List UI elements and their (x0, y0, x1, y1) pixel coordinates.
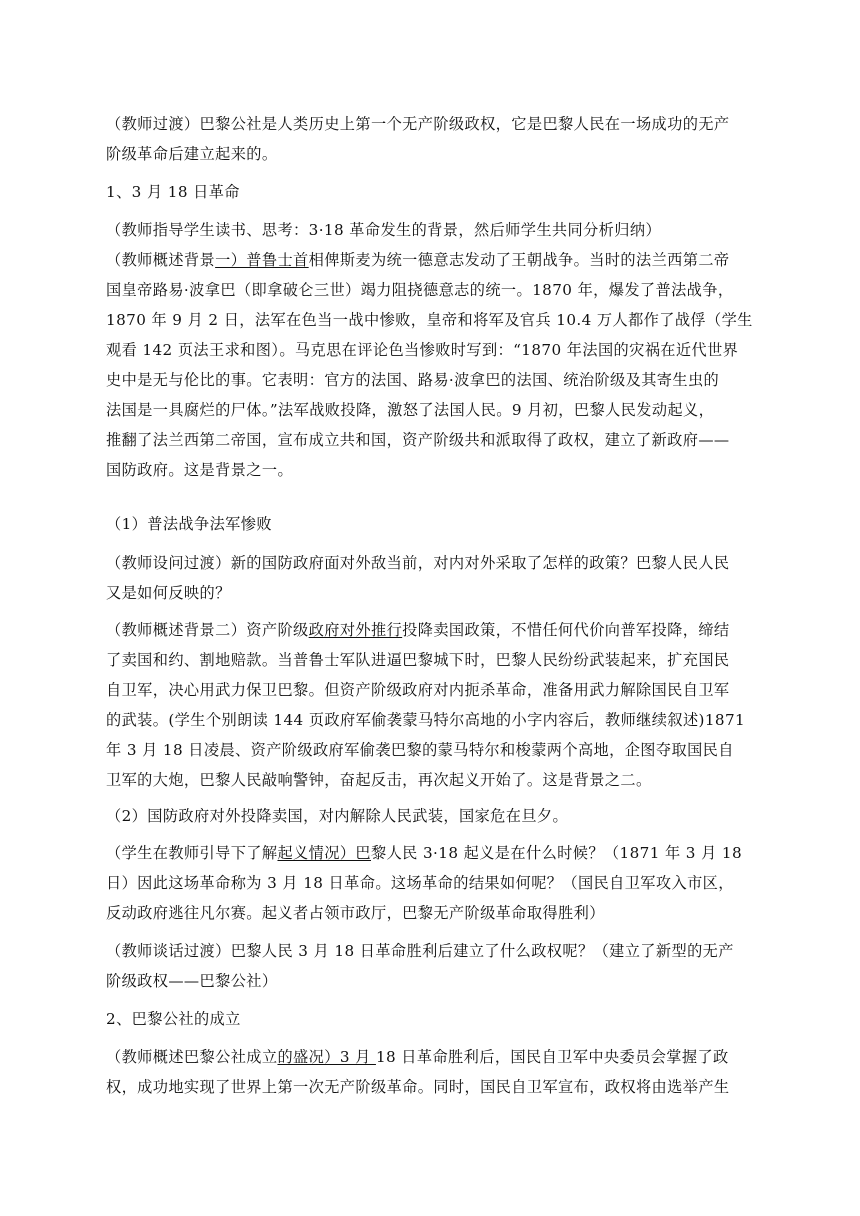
text-line (106, 873, 746, 893)
text-segment: 国皇帝路易·波拿巴（即拿破仑三世）竭力阻挠德意志的统一。1870 年，爆发了普法战争， (106, 281, 734, 299)
text-segment: 观看 142 页法王求和图）。马克思在评论色当惨败时写到：“1870 年法国的灾祸在近代世界 (106, 341, 739, 359)
text-line (106, 941, 746, 961)
text-segment: （教师概述背景二）资产阶级 (106, 621, 309, 639)
text-segment: （教师设问过渡）新的国防政府面对外敌当前，对内对外采取了怎样的政策？巴黎人民人民 (106, 554, 730, 572)
text-segment: 年 3 月 18 日凌晨、资产阶级政府军偷袭巴黎的蒙马特尔和梭蒙两个高地，企图夺取国民自 (106, 741, 734, 759)
text-line (106, 220, 746, 240)
text-segment: 的武装。(学生个别朗读 144 页政府军偷袭蒙马特尔高地的小字内容后，教师继续叙述)1871 (106, 711, 746, 729)
text-segment: 黎人民 3·18 起义是在什么时候？（1871 年 3 月 18 (371, 844, 743, 862)
text-line (106, 340, 746, 360)
text-segment: （教师指导学生读书、思考：3·18 革命发生的背景，然后师学生共同分析归纳） (106, 221, 662, 239)
text-segment: 反动政府逃往凡尔赛。起义者占领市政厅，巴黎无产阶级革命取得胜利） (106, 904, 605, 922)
text-line (106, 583, 746, 603)
text-line (106, 1009, 746, 1029)
text-segment: （教师谈话过渡）巴黎人民 3 月 18 日革命胜利后建立了什么政权呢？（建立了新型的无产 (106, 942, 734, 960)
text-line (106, 971, 746, 991)
text-segment: 卫军的大炮，巴黎人民敲响警钟，奋起反击，再次起义开始了。这是背景之二。 (106, 771, 652, 789)
text-segment: 1870 年 9 月 2 日，法军在色当一战中惨败，皇帝和将军及官兵 10.4 万人都作了战俘（学生 (106, 311, 753, 329)
text-segment: 18 日革命胜利后，国民自卫军中央委员会掌握了政 (375, 1048, 729, 1066)
text-segment: 权，成功地实现了世界上第一次无产阶级革命。同时，国民自卫军宣布，政权将由选举产生 (106, 1078, 730, 1096)
text-line (106, 514, 746, 534)
text-line (106, 740, 746, 760)
text-line (106, 770, 746, 790)
text-line (106, 114, 746, 134)
text-line (106, 1047, 746, 1067)
text-line (106, 430, 746, 450)
text-line (106, 806, 746, 826)
text-segment: 投降卖国政策，不惜任何代价向普军投降，缔结 (402, 621, 730, 639)
underlined-text: 政府对外推行 (308, 621, 403, 639)
text-line (106, 620, 746, 640)
text-segment: （2）国防政府对外投降卖国，对内解除人民武装，国家危在旦夕。 (106, 807, 569, 825)
underlined-text: 起义情况）巴 (277, 844, 371, 862)
text-segment: 国防政府。这是背景之一。 (106, 461, 294, 479)
text-segment: 法国是一具腐烂的尸体。”法军战败投降，激怒了法国人民。9 月初，巴黎人民发动起义， (106, 401, 715, 419)
text-segment: 又是如何反映的？ (106, 584, 231, 602)
text-line (106, 903, 746, 923)
text-line (106, 650, 746, 670)
text-line (106, 400, 746, 420)
text-segment: 相俾斯麦为统一德意志发动了王朝战争。当时的法兰西第二帝 (308, 251, 730, 269)
text-segment: 推翻了法兰西第二帝国，宣布成立共和国，资产阶级共和派取得了政权，建立了新政府—— (106, 431, 730, 449)
underlined-text: 的盛况）3 月 (277, 1048, 376, 1066)
text-segment: 阶级革命后建立起来的。 (106, 145, 278, 163)
text-segment: （学生在教师引导下了解 (106, 844, 278, 862)
text-line (106, 310, 753, 330)
text-line (106, 182, 746, 202)
text-line (106, 680, 746, 700)
text-segment: 了卖国和约、割地赔款。当普鲁士军队进逼巴黎城下时，巴黎人民纷纷武装起来，扩充国民 (106, 651, 730, 669)
text-line (106, 460, 746, 480)
text-segment: 1、3 月 18 日革命 (106, 183, 240, 201)
text-segment: 自卫军，决心用武力保卫巴黎。但资产阶级政府对内扼杀革命，准备用武力解除国民自卫军 (106, 681, 730, 699)
text-segment: 2、巴黎公社的成立 (106, 1010, 241, 1028)
text-line (106, 710, 746, 730)
text-line (106, 280, 746, 300)
text-line (106, 843, 746, 863)
text-segment: 日）因此这场革命称为 3 月 18 日革命。这场革命的结果如何呢？（国民自卫军攻入市区， (106, 874, 734, 892)
text-line (106, 370, 746, 390)
underlined-text: 一）普鲁士首 (215, 251, 309, 269)
text-line (106, 250, 746, 270)
text-segment: （1）普法战争法军惨败 (106, 515, 272, 533)
text-line (106, 553, 746, 573)
text-segment: 阶级政权——巴黎公社） (106, 972, 278, 990)
text-segment: （教师概述背景 (106, 251, 216, 269)
text-line (106, 1077, 746, 1097)
text-line (106, 144, 746, 164)
text-segment: （教师过渡）巴黎公社是人类历史上第一个无产阶级政权，它是巴黎人民在一场成功的无产 (106, 115, 730, 133)
text-segment: 史中是无与伦比的事。它表明：官方的法国、路易·波拿巴的法国、统治阶级及其寄生虫的 (106, 371, 720, 389)
text-segment: （教师概述巴黎公社成立 (106, 1048, 278, 1066)
